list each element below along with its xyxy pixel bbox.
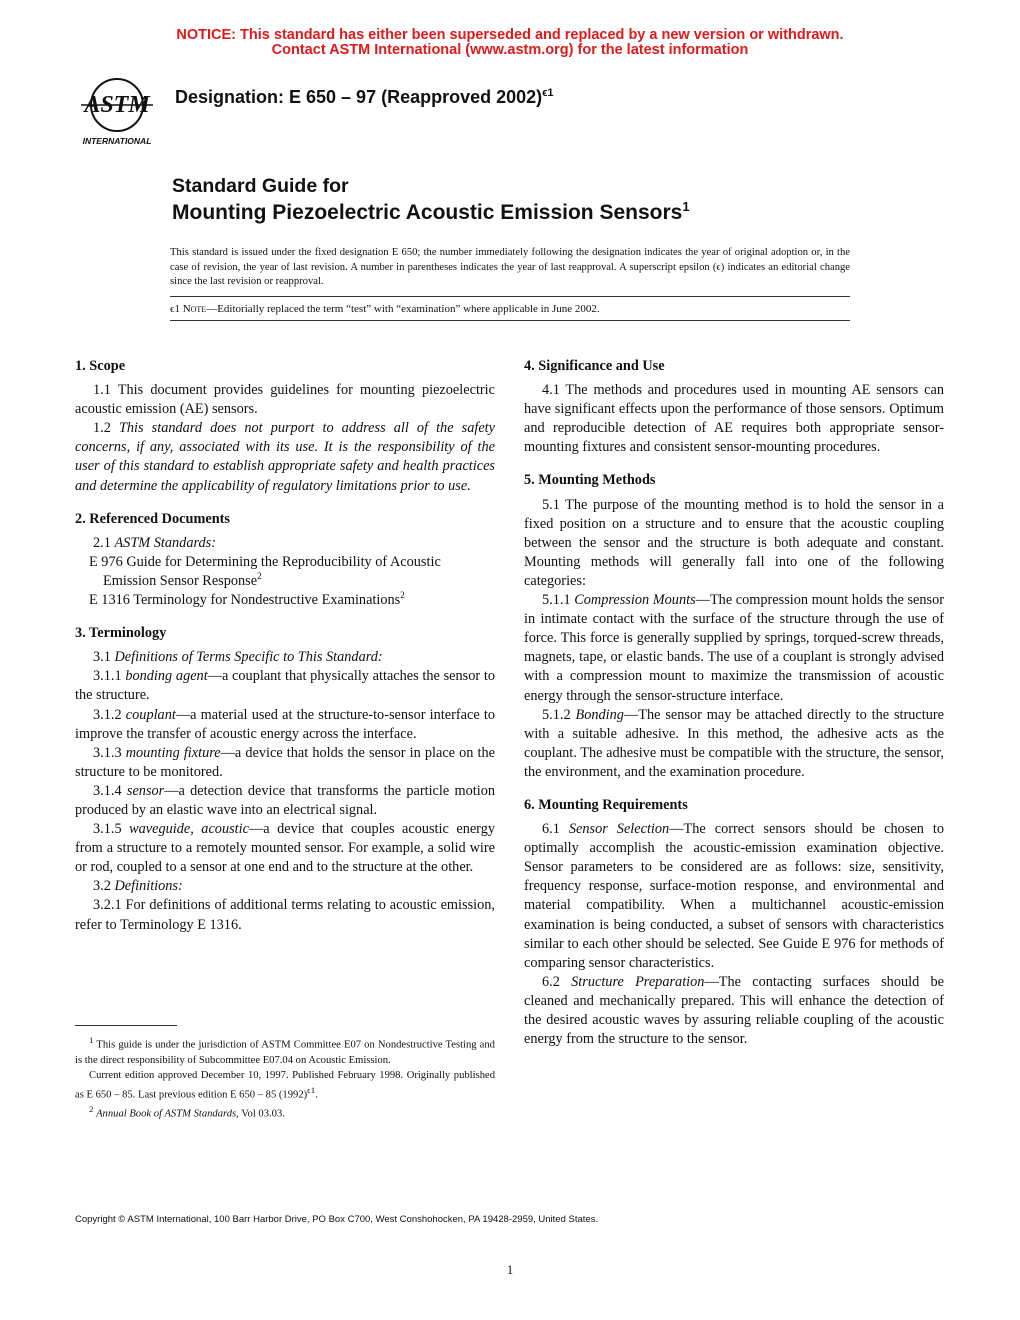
def-315-text: —a device that couples acoustic energy from a structure to a remotely mounted sensor. For example, a solid wire or rod, coupled to a sensor at one end and to the structure at the other. bbox=[75, 821, 495, 876]
section-4-heading: 4. Significance and Use bbox=[524, 358, 665, 374]
astm-logo-mark bbox=[75, 75, 160, 150]
reference-e1316-text: E 1316 Terminology for Nondestructive Examinations bbox=[89, 592, 401, 609]
para-511-term: Compression Mounts bbox=[574, 592, 696, 609]
para-3-2 bbox=[75, 877, 495, 896]
def-312-num: 3.1.2 bbox=[93, 706, 126, 723]
footnote-1-mark: 1 bbox=[89, 1035, 94, 1045]
section-5-heading: 5. Mounting Methods bbox=[524, 472, 656, 489]
def-314-term: sensor bbox=[126, 782, 165, 799]
para-2-1 bbox=[75, 534, 495, 553]
footnote-2-mark: 2 bbox=[89, 1104, 94, 1115]
astm-logo bbox=[75, 75, 160, 150]
def-315-num: 3.1.5 bbox=[93, 821, 130, 838]
para-1-2-num: 1.2 bbox=[93, 420, 119, 437]
designation-text: Designation: E 650 – 97 (Reapproved 2002) bbox=[175, 87, 543, 107]
para-512-text: —The sensor may be attached directly to the structure with a suitable adhesive. In this method, the adhesive acts as the couplant. The adhesive must be compatible with the structure, the sensor, the environment, and the examination procedure. bbox=[524, 706, 945, 780]
def-314-num: 3.1.4 bbox=[93, 782, 127, 799]
designation bbox=[175, 87, 554, 108]
footnotes bbox=[75, 1033, 495, 1122]
para-62-term: Structure Preparation bbox=[571, 973, 705, 990]
para-3-2-1: 3.2.1 For definitions of additional terms relating to acoustic emission, refer to Terminology E 1316. bbox=[75, 897, 495, 933]
withdrawal-notice-line-2: Contact ASTM International (www.astm.org) for the latest information bbox=[271, 42, 749, 58]
para-6-2 bbox=[524, 973, 944, 1049]
left-column bbox=[75, 357, 495, 935]
para-3-1-num: 3.1 bbox=[93, 649, 115, 666]
definition-couplant bbox=[75, 706, 495, 744]
para-511-text: —The compression mount holds the sensor in intimate contact with the surface of the structure through the use of force. This force is generally supplied by springs, torqued-screw threads, magnets, tape, or elastic bands. The use of a couplant is strongly advised with a compression mount to maximize the transmission of acoustic energy through the sensor-structure interface. bbox=[524, 592, 944, 704]
reference-e976 bbox=[75, 553, 495, 591]
divider-top bbox=[170, 296, 850, 297]
title-line-2 bbox=[172, 199, 690, 225]
edit-note-text: —Editorially replaced the term “test” with “examination” where applicable in June 2002. bbox=[206, 303, 600, 315]
footnote-1-edition-mark: ϵ1 bbox=[307, 1084, 316, 1095]
section-3-heading: 3. Terminology bbox=[75, 625, 167, 642]
def-311-num: 3.1.1 bbox=[93, 668, 126, 685]
definition-sensor bbox=[75, 782, 495, 820]
para-61-term: Sensor Selection bbox=[568, 821, 670, 838]
withdrawal-notice-line-1: NOTICE: This standard has either been superseded and replaced by a new version or withdrawn. bbox=[176, 27, 844, 43]
logo-letters: ASTM bbox=[84, 92, 150, 118]
para-512-term: Bonding bbox=[575, 706, 624, 723]
designation-superscript: ϵ1 bbox=[542, 87, 554, 99]
para-4-1: 4.1 The methods and procedures used in mounting AE sensors can have significant effects upon the performance of those sensors. Optimum and reproducible detection of AE requires both appropriate sensor-mounting fixtures and consistent sensor-mounting procedures. bbox=[524, 382, 944, 456]
para-511-num: 5.1.1 bbox=[542, 592, 575, 609]
reference-e976-text: E 976 Guide for Determining the Reproducibility of Acoustic Emission Sensor Response bbox=[89, 553, 441, 589]
para-1-2-text: This standard does not purport to address all of the safety concerns, if any, associated with its use. It is the responsibility of the user of this standard to establish appropriate safety and health practices and determine the applicability of regulatory limitations prior to use. bbox=[75, 420, 495, 494]
def-311-term: bonding agent bbox=[125, 668, 208, 685]
para-5-1-2 bbox=[524, 706, 944, 782]
divider-bottom bbox=[170, 320, 850, 321]
section-6-heading: 6. Mounting Requirements bbox=[524, 796, 688, 813]
copyright-line: Copyright © ASTM International, 100 Barr Harbor Drive, PO Box C700, West Conshohocken, PA 19428-2959, United States. bbox=[75, 1214, 599, 1225]
footnote-2-title: Annual Book of ASTM Standards bbox=[96, 1108, 237, 1120]
para-3-1-text: Definitions of Terms Specific to This Standard: bbox=[114, 649, 383, 666]
para-3-2-text: Definitions: bbox=[114, 878, 183, 895]
para-3-2-num: 3.2 bbox=[93, 878, 115, 895]
edit-note-mark: ϵ1 bbox=[170, 303, 180, 315]
issuance-statement: This standard is issued under the fixed designation E 650; the number immediately following the designation indicates the year of original adoption or, in the case of revision, the year of last revision. A number in parentheses indicates the year of last reapproval. A superscript epsilon (ϵ) indicates an editorial change since the last revision or reapproval. bbox=[170, 247, 850, 287]
footnote-1 bbox=[75, 1033, 495, 1068]
page-number: 1 bbox=[506, 1262, 514, 1277]
def-311-text: —a couplant that physically attaches the sensor to the structure. bbox=[75, 668, 495, 704]
para-6-1 bbox=[524, 820, 944, 973]
reference-e976-mark: 2 bbox=[257, 571, 262, 582]
title-footnote-mark: 1 bbox=[682, 199, 690, 214]
para-5-1-1 bbox=[524, 591, 944, 706]
section-2-heading: 2. Referenced Documents bbox=[75, 510, 230, 527]
footnote-1-edition: Current edition approved December 10, 1997. Published February 1998. Originally published as E 650 – 85. Last previous edition E 650 – 85 $(1992)^{\epsilon 1}$. bbox=[75, 1069, 495, 1101]
right-column bbox=[524, 357, 944, 1049]
footnote-1-edition-text: Current edition approved December 10, 1997. Published February 1998. Originally published as E 650 – 85. Last previous edition E 650 – 85 (1992) bbox=[75, 1069, 495, 1101]
def-315-term: waveguide, acoustic bbox=[129, 821, 249, 838]
def-313-text: —a device that holds the sensor in place on the structure to be monitored. bbox=[75, 744, 496, 780]
para-2-1-text: ASTM Standards: bbox=[114, 534, 216, 551]
definition-waveguide bbox=[75, 820, 495, 877]
edit-note-label: Note bbox=[182, 303, 207, 315]
section-1-heading: 1. Scope bbox=[75, 358, 126, 374]
para-62-text: —The contacting surfaces should be cleaned and mechanically prepared. This will enhance the detection of the desired acoustic waves by assuring reliable coupling of the acoustic energy from the structure to the sensor. bbox=[524, 973, 944, 1048]
footnote-2 bbox=[75, 1102, 495, 1122]
para-1-1: 1.1 This document provides guidelines for mounting piezoelectric acoustic emission (AE) sensors. bbox=[75, 382, 495, 418]
footnote-rule bbox=[75, 1025, 177, 1026]
title-line-1: Standard Guide for bbox=[172, 175, 349, 197]
definition-mounting-fixture bbox=[75, 744, 495, 782]
def-312-text: —a material used at the structure-to-sensor interface to improve the transfer of acoustic energy across the interface. bbox=[75, 706, 496, 742]
title-main: Mounting Piezoelectric Acoustic Emission Sensors bbox=[172, 201, 683, 224]
para-61-num: 6.1 bbox=[542, 821, 569, 838]
para-1-2 bbox=[75, 419, 495, 495]
def-314-text: —a detection device that transforms the particle motion produced by an elastic wave into an electrical signal. bbox=[75, 782, 496, 818]
reference-e1316-mark: 2 bbox=[400, 590, 405, 601]
footnote-1-text: This guide is under the jurisdiction of ASTM Committee E07 on Nondestructive Testing and is the direct responsibility of Subcommittee E07.04 on Acoustic Emission. bbox=[75, 1039, 495, 1066]
def-313-num: 3.1.3 bbox=[93, 744, 126, 761]
editorial-note bbox=[170, 303, 600, 315]
para-5-1: 5.1 The purpose of the mounting method is to hold the sensor in a fixed position on a structure and to ensure that the acoustic coupling between the sensor and the structure is both adequate and constant. Mounting methods will generally fall into one of the following categories: bbox=[524, 496, 944, 589]
para-61-text: —The correct sensors should be chosen to optimally accomplish the acoustic-emission examination objective. Sensor parameters to be considered are as follows: size, sensitivity, frequency response, surface-motion response, and environmental and material compatibility. When a multichannel acoustic-emission examination is being conducted, a subset of sensors with characteristics similar to each other should be selected. See Guide E 976 for methods of comparing sensor characteristics. bbox=[524, 821, 944, 971]
def-312-term: couplant bbox=[125, 706, 176, 723]
def-313-term: mounting fixture bbox=[125, 744, 221, 761]
para-62-num: 6.2 bbox=[542, 973, 572, 990]
para-2-1-num: 2.1 bbox=[93, 534, 115, 551]
footnote-2-text: , Vol 03.03. bbox=[236, 1108, 285, 1120]
para-3-1 bbox=[75, 648, 495, 667]
para-512-num: 5.1.2 bbox=[542, 706, 576, 723]
definition-bonding-agent bbox=[75, 667, 495, 705]
reference-e1316 bbox=[75, 591, 495, 610]
logo-caption: INTERNATIONAL bbox=[82, 136, 152, 146]
